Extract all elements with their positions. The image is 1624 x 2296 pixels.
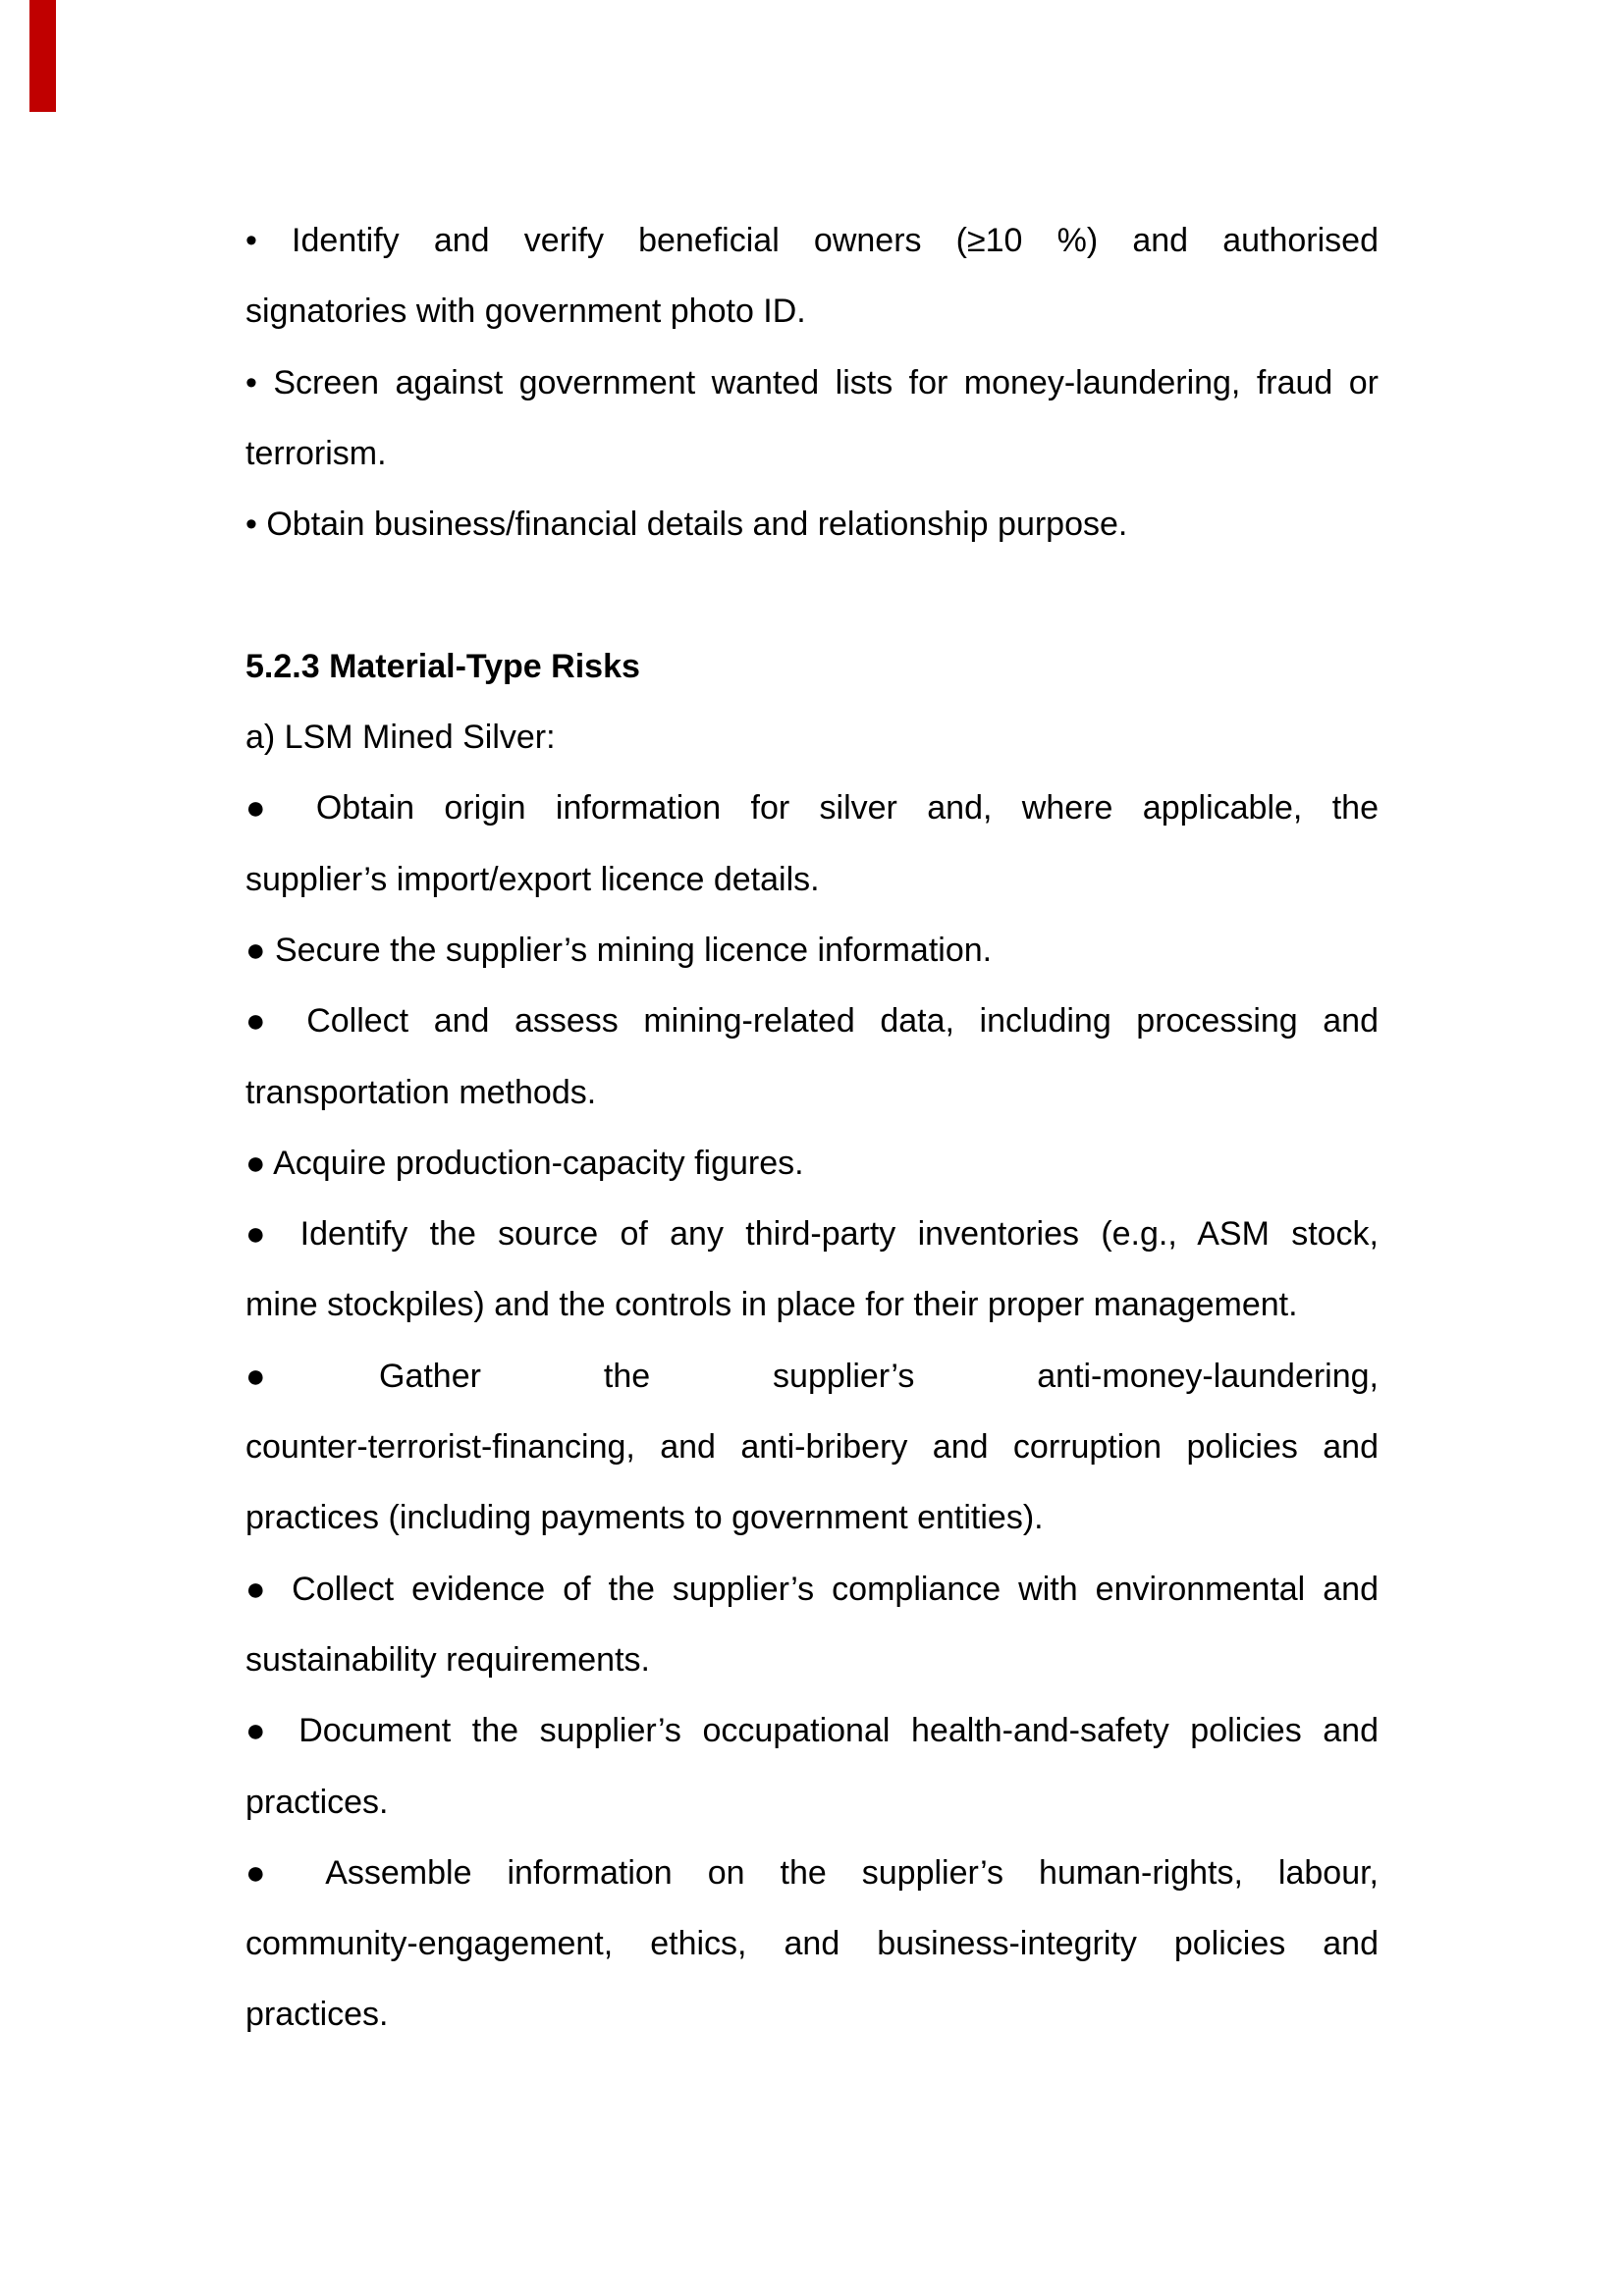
blank-line [245, 560, 1379, 630]
text-line: transportation methods. [245, 1073, 597, 1111]
bullet-line: ● Assemble information on the supplier’s human-rights, labour, [245, 1853, 1379, 1892]
text-line: terrorism. [245, 434, 387, 472]
bullet-line: • Screen against government wanted lists for money-laundering, fraud or [245, 363, 1379, 401]
document-body [245, 205, 1379, 2051]
bullet-line: ● Identify the source of any third-party inventories (e.g., ASM stock, [245, 1215, 1379, 1254]
text-line: supplier’s import/export licence details. [245, 860, 820, 898]
bullet-line: ● Obtain origin information for silver and, where applicable, the [245, 789, 1379, 828]
text-line: sustainability requirements. [245, 1640, 650, 1679]
red-margin-marker [29, 0, 56, 112]
section-heading: 5.2.3 Material-Type Risks [245, 647, 640, 685]
bullet-line: • Identify and verify beneficial owners (≥10 %) and authorised [245, 222, 1379, 259]
subsection-label: a) LSM Mined Silver: [245, 719, 556, 757]
text-line: mine stockpiles) and the controls in place for their proper management. [245, 1286, 1298, 1324]
bullet-line: ● Collect evidence of the supplier’s compliance with environmental and [245, 1570, 1379, 1608]
bullet-line: ● Document the supplier’s occupational health-and-safety policies and [245, 1712, 1379, 1750]
text-line: community-engagement, ethics, and business-integrity policies and [245, 1925, 1379, 1963]
text-line: counter-terrorist-financing, and anti-bribery and corruption policies and [245, 1428, 1379, 1467]
text-line: practices. [245, 1783, 389, 1821]
bullet-line: ● Collect and assess mining-related data, including processing and [245, 1002, 1379, 1041]
bullet-line: ●Gather the supplier’s anti-money-laundering, [245, 1357, 1379, 1395]
bullet-line: ● Acquire production-capacity figures. [245, 1144, 804, 1182]
bullet-line: ● Secure the supplier’s mining licence information. [245, 931, 993, 969]
text-line: practices. [245, 1996, 389, 2034]
text-line: signatories with government photo ID. [245, 293, 806, 331]
text-line: practices (including payments to government entities). [245, 1499, 1044, 1537]
bullet-line: • Obtain business/financial details and relationship purpose. [245, 506, 1128, 544]
